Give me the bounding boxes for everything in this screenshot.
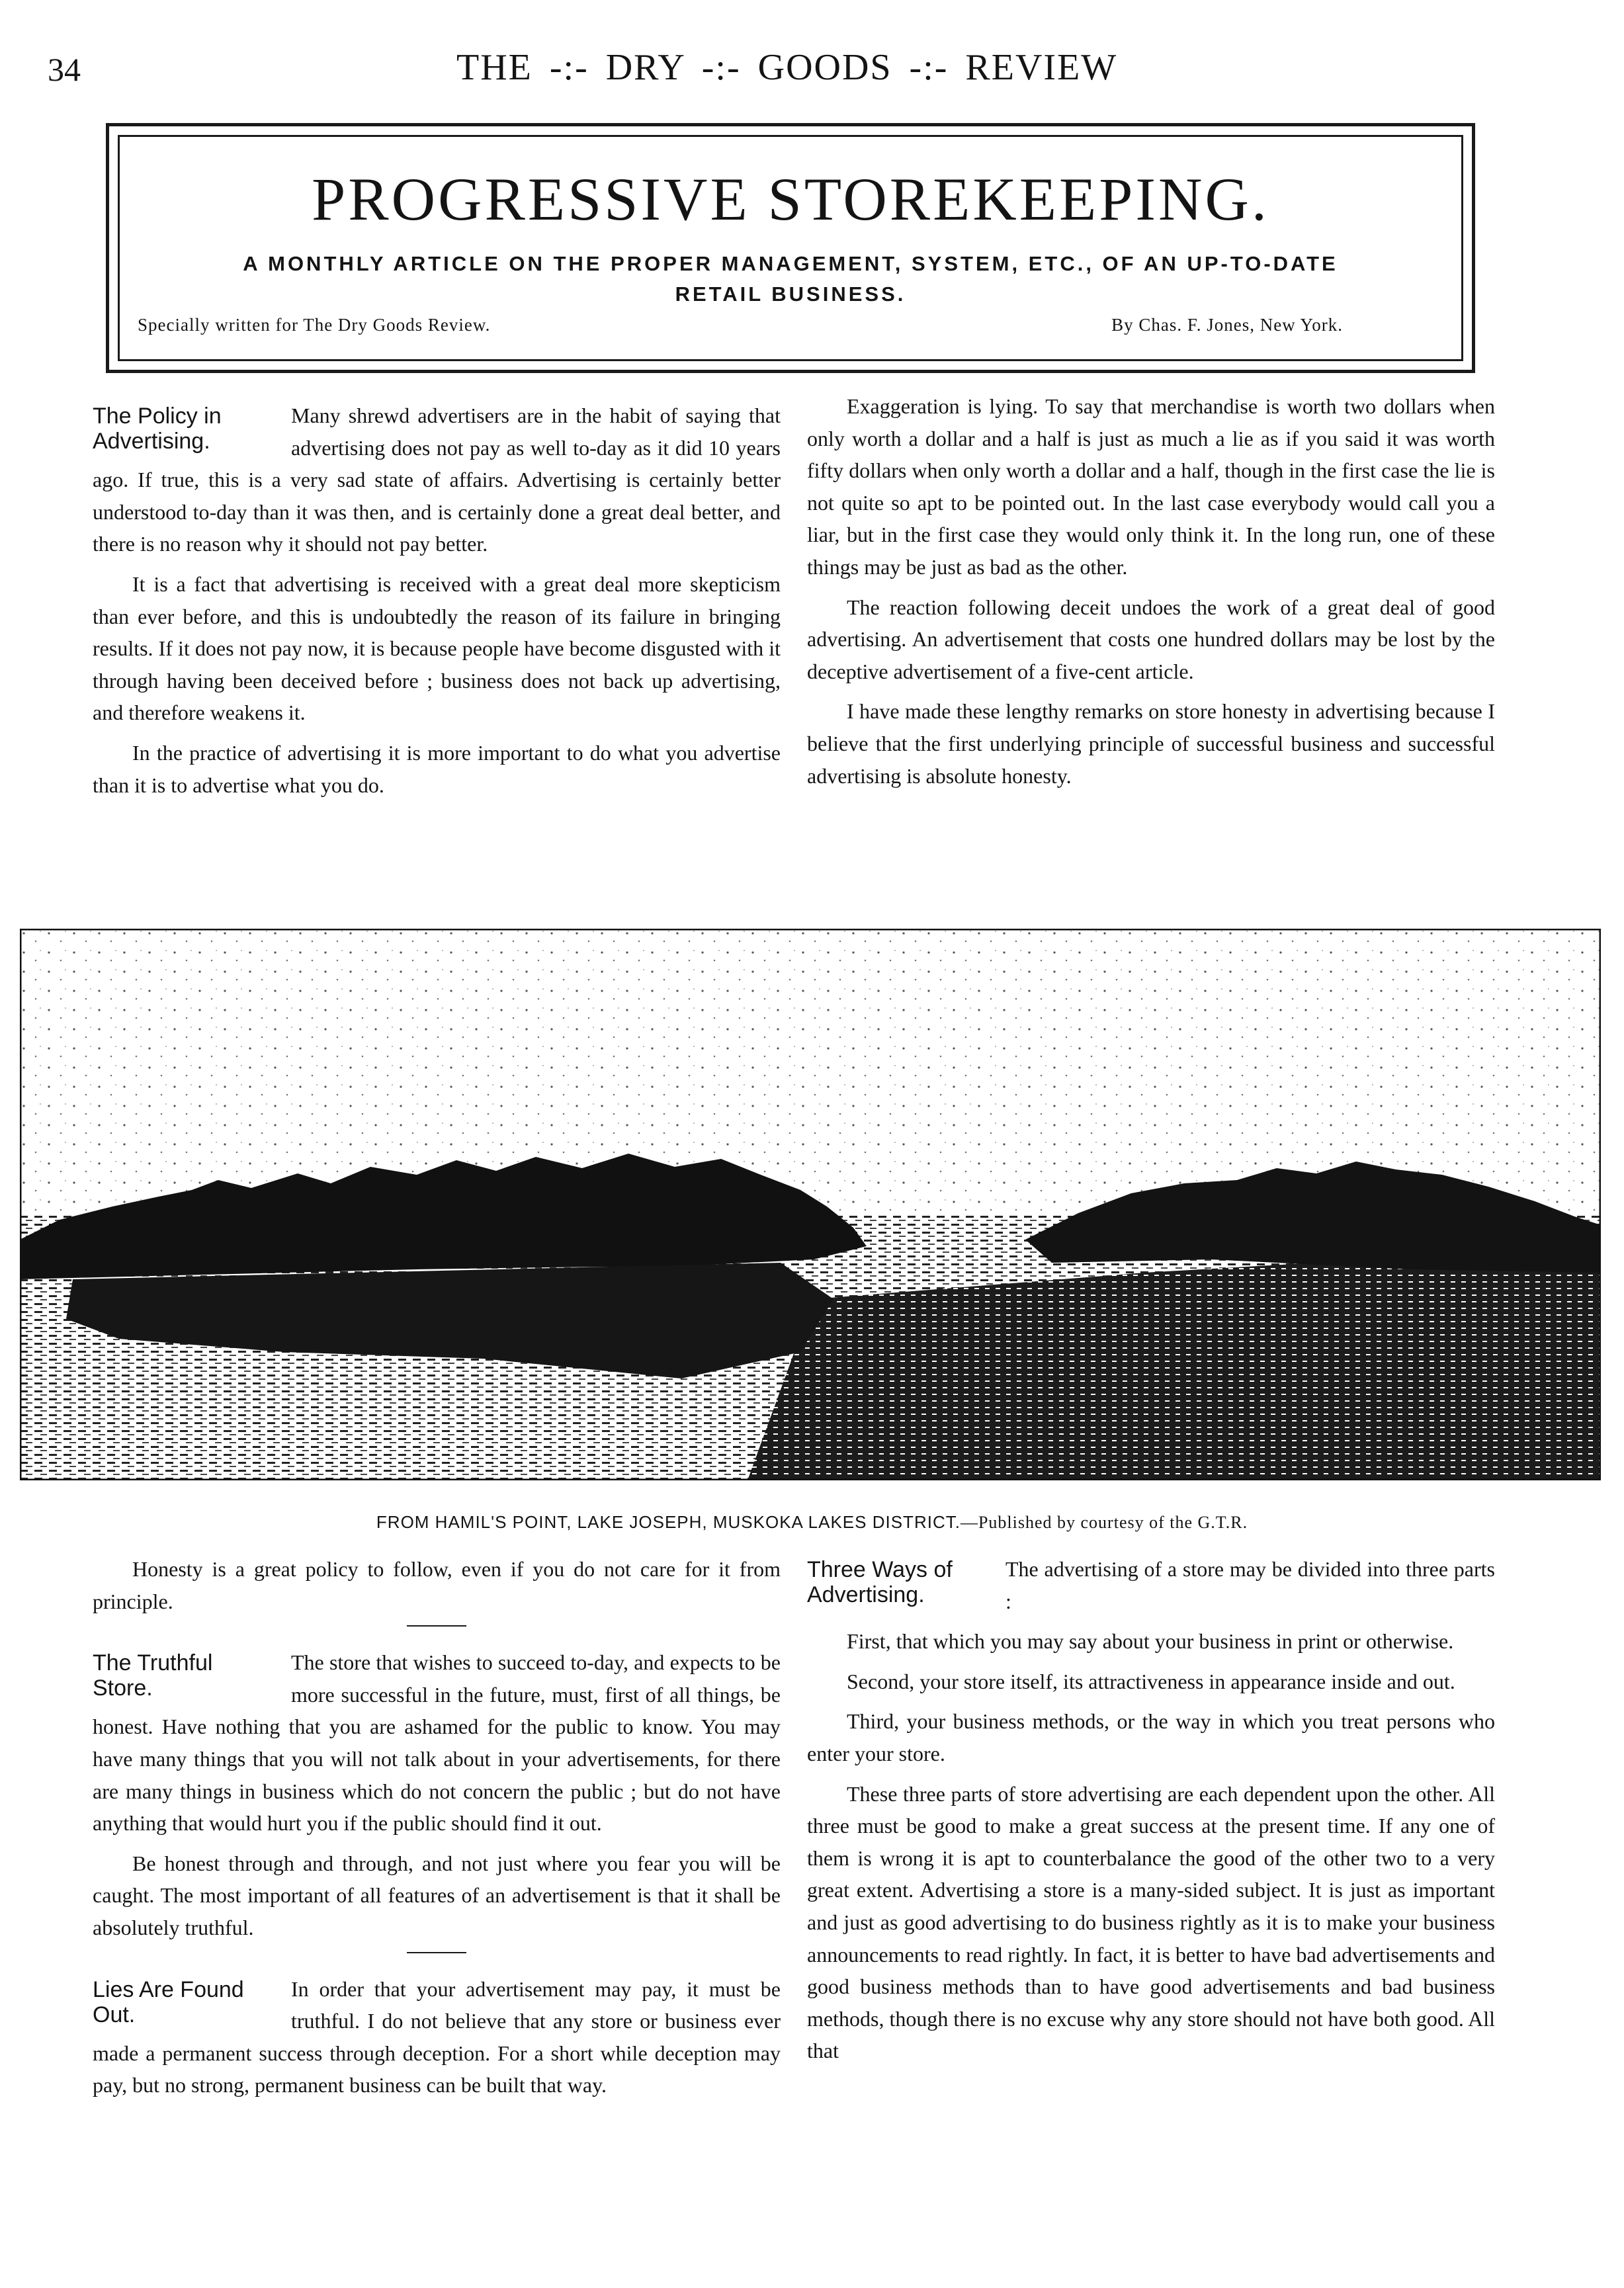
paragraph: The reaction following deceit undoes the work of a great deal of good advertising. An advertisement that costs one hundred dollars may be lost by the deceptive advertisement of a five-cent article.: [807, 595, 1495, 683]
side-heading-truthful-store: The Truthful Store.: [93, 1650, 213, 1701]
paragraph: Second, your store itself, its attractiveness in appearance inside and out.: [847, 1669, 1455, 1693]
paragraph: The store that wishes to succeed to-day, and expects to be more successful in the future, must, first of all things, be honest. Have nothing that you are ashamed for the public to know. You may have many things that you will not talk about in your advertisements, for there are many things in business which do not concern the public ; but do not have anything that would hurt you if the public should find it out.: [93, 1650, 781, 1836]
caption-text: FROM HAMIL'S POINT, LAKE JOSEPH, MUSKOKA LAKES DISTRICT.: [376, 1512, 961, 1532]
section-divider: [407, 1625, 466, 1627]
side-heading-policy: The Policy in Advertising.: [93, 403, 222, 454]
paragraph: Honesty is a great policy to follow, even if you do not care for it from principle.: [93, 1557, 781, 1613]
column-top-right: [807, 390, 1495, 800]
caption-courtesy: —Published by courtesy of the G.T.R.: [960, 1513, 1248, 1532]
section-divider: [407, 1952, 466, 1953]
side-heading-three-ways: Three Ways of Advertising.: [807, 1557, 953, 1607]
paragraph: Exaggeration is lying. To say that merchandise is worth two dollars when only worth a dollar and a half is just as much a lie as if you said it was worth fifty dollars when only worth a dollar and a half, though in the first case the lie is not quite so apt to be pointed out. In the last case everybody would call you a liar, but in the first case they would only think it. In the long run, one of these things may be just as bad as the other.: [807, 394, 1495, 579]
paragraph: These three parts of store advertising are each dependent upon the other. All three must be good to make a great success at the present time. If any one of them is wrong it is apt to counterbalance the good of the other two to a very great extent. Advertising a store is a many-sided subject. It is just as important and just as good advertising to do business rightly as it is to make your business announcements to read rightly. In fact, it is better to have bad advertisements and good business methods than to have good advertisements and bad business methods, though there is no excuse why any store should not have both good. All that: [807, 1781, 1495, 2063]
paragraph: In the practice of advertising it is more important to do what you advertise than it is to advertise what you do.: [93, 740, 781, 797]
paragraph: First, that which you may say about your business in print or otherwise.: [847, 1629, 1454, 1654]
paragraph: The advertising of a store may be divided into three parts :: [1005, 1557, 1495, 1613]
paragraph: I have made these lengthy remarks on store honesty in advertising because I believe that the first underlying principle of successful business and successful advertising is absolute honesty.: [807, 699, 1495, 788]
journal-title: THE -:- DRY -:- GOODS -:- REVIEW: [456, 47, 1118, 88]
paragraph: Third, your business methods, or the way in which you treat persons who enter your store.: [807, 1709, 1495, 1765]
paragraph: Be honest through and through, and not just where you fear you will be caught. The most important of all features of an advertisement is that it shall be absolutely truthful.: [93, 1851, 781, 1939]
paragraph: In order that your advertisement may pay, it must be truthful. I do not believe that any store or business ever made a permanent success through deception. For a short while deception may pay, but no strong, permanent business can be built that way.: [93, 1976, 781, 2097]
page-number: 34: [48, 51, 81, 88]
feature-subtitle: A MONTHLY ARTICLE ON THE PROPER MANAGEMENT, SYSTEM, ETC., OF AN UP-TO-DATE RETAIL BUSINESS.: [243, 252, 1338, 306]
photo-caption: [0, 1512, 1624, 1533]
paragraph: It is a fact that advertising is received with a great deal more skepticism than ever before, and this is undoubtedly the reason of its failure in bringing results. If it does not pay now, it is because people have become disgusted with it through having been deceived before ; business does not back up advertising, and therefore weakens it.: [93, 572, 781, 725]
feature-title-box: [106, 123, 1475, 373]
side-heading-lies-found-out: Lies Are Found Out.: [93, 1976, 244, 2027]
credit-left: Specially written for The Dry Goods Review.: [138, 315, 491, 335]
column-bottom-left: [93, 1553, 781, 2109]
column-bottom-right: [807, 1553, 1495, 2075]
paragraph: Many shrewd advertisers are in the habit of saying that advertising does not pay as well to-day as it did 10 years ago. If true, this is a very sad state of affairs. Advertising is certainly better understood to-day than it was then, and is certainly done a great deal better, and there is no reason why it should not pay better.: [93, 403, 781, 556]
lake-photograph: [20, 929, 1601, 1480]
feature-title: PROGRESSIVE STOREKEEPING.: [312, 165, 1269, 233]
author-credit: By Chas. F. Jones, New York.: [1111, 315, 1343, 335]
column-top-left: [93, 400, 781, 809]
running-head: [0, 41, 1624, 101]
